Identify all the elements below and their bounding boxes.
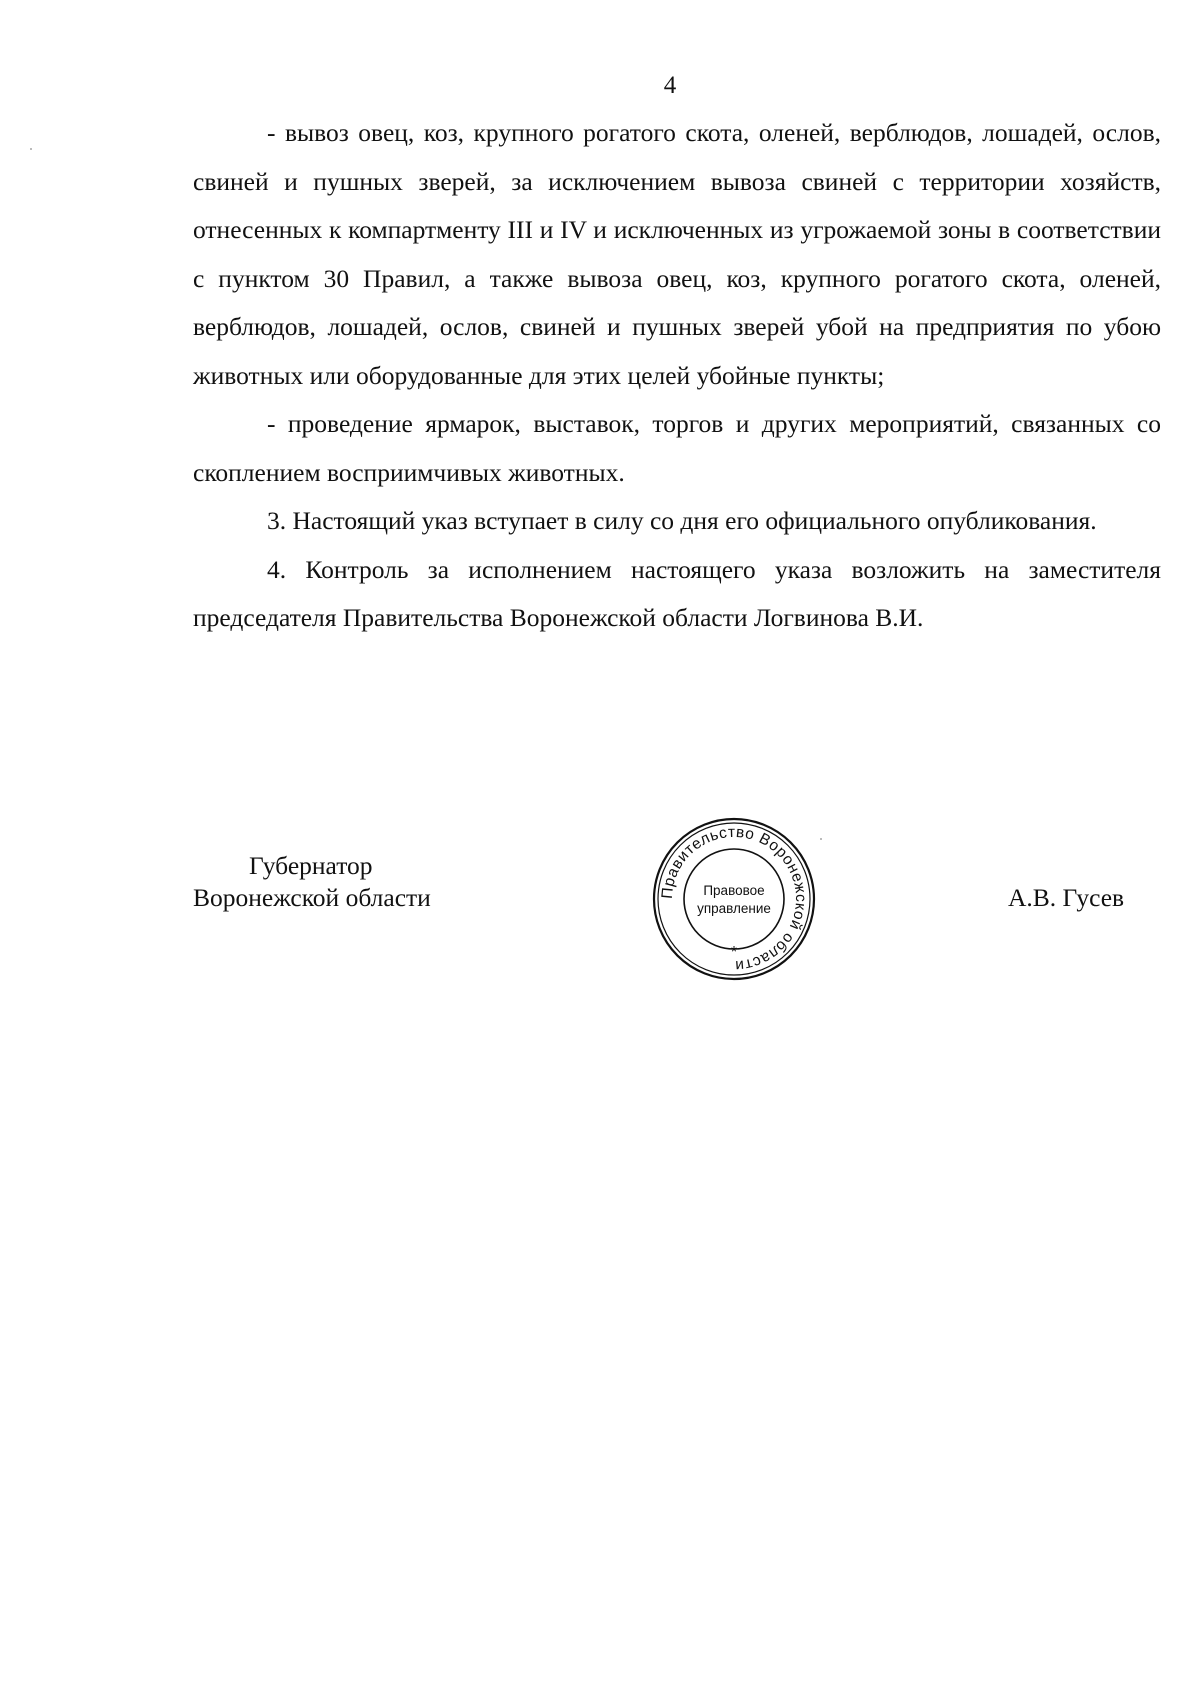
scan-speck [820,838,822,840]
paragraph-entry-into-force: 3. Настоящий указ вступает в силу со дня его официального опубликования. [267,506,1097,535]
official-seal [650,815,818,983]
seal-center-line2: управление [697,901,771,916]
paragraph-export-ban: - вывоз овец, коз, крупного рогатого скота, оленей, верблюдов, лошадей, ослов, свиней и пушных зверей, за исключением вывоза свиней с территории хозяйств, отнесенных к компартменту III и IV и исключенных из угрожаемой зоны в соответствии с пунктом 30 Правил, а также вывоза овец, коз, крупного рогатого скота, оленей, верблюдов, лошадей, ослов, свиней и пушных зверей убой на предприятия по убою животных или оборудованные для этих целей убойные пункты; [193,118,1161,390]
paragraph-control: 4. Контроль за исполнением настоящего указа возложить на заместителя председателя Правительства Воронежской области Логвинова В.И. [193,554,1161,632]
signatory-title [193,850,431,914]
document-body [193,109,1161,643]
seal-graphic [650,815,818,983]
signatory-title-line1: Губернатор [249,851,373,880]
seal-ring-text: Правительство Воронежской области [658,823,810,975]
signatory-name: А.В. Гусев [1008,883,1125,912]
page-number: 4 [663,72,677,99]
seal-star: * [730,944,738,961]
seal-center-line1: Правовое [703,883,765,898]
signatory-title-line2: Воронежской области [193,883,431,912]
paragraph-fairs-ban: - проведение ярмарок, выставок, торгов и других мероприятий, связанных со скоплением восприимчивых животных. [193,409,1161,487]
scan-speck [30,148,32,150]
